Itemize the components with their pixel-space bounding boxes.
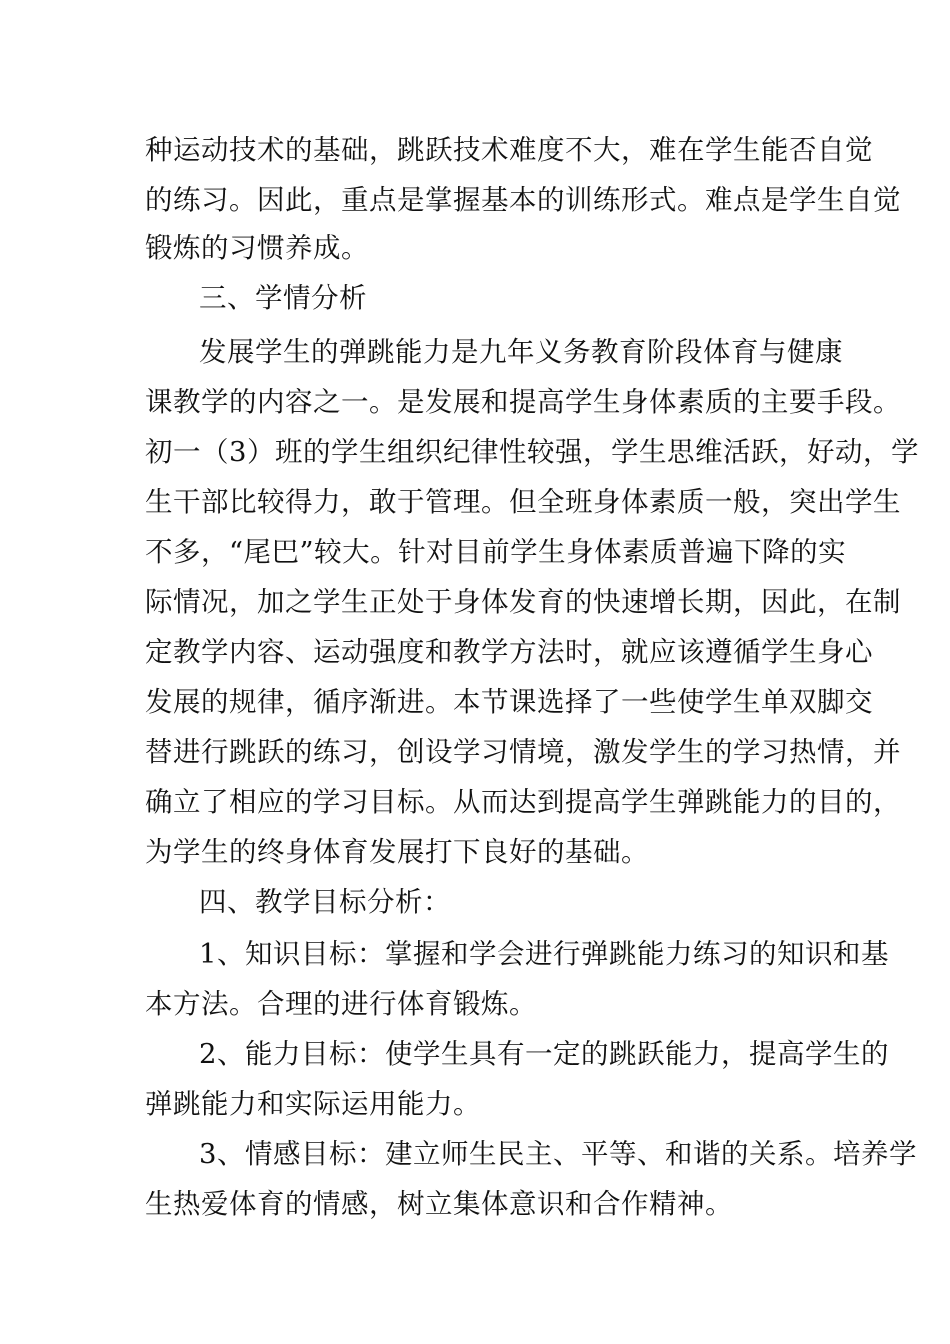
body-text-line: 为学生的终身体育发展打下良好的基础。: [145, 836, 649, 868]
body-text-line: 定教学内容、运动强度和教学方法时，就应该遵循学生身心: [145, 636, 873, 668]
body-text-line: 锻炼的习惯养成。: [145, 232, 369, 264]
body-text-line: 本方法。合理的进行体育锻炼。: [145, 988, 537, 1020]
section-heading: 三、学情分析: [199, 282, 367, 314]
body-text-line: 弹跳能力和实际运用能力。: [145, 1088, 481, 1120]
body-text-line: 种运动技术的基础，跳跃技术难度不大，难在学生能否自觉: [145, 134, 873, 166]
body-text-line: 发展的规律，循序渐进。本节课选择了一些使学生单双脚交: [145, 686, 873, 718]
body-text-line: 确立了相应的学习目标。从而达到提高学生弹跳能力的目的，: [145, 786, 901, 818]
section-heading: 四、教学目标分析：: [199, 886, 451, 918]
body-text-line: 际情况，加之学生正处于身体发育的快速增长期，因此，在制: [145, 586, 901, 618]
body-text-line: 生热爱体育的情感，树立集体意识和合作精神。: [145, 1188, 733, 1220]
body-text-line: 初一（3）班的学生组织纪律性较强，学生思维活跃，好动，学: [145, 436, 919, 468]
body-text-line: 的练习。因此，重点是掌握基本的训练形式。难点是学生自觉: [145, 184, 901, 216]
body-text-line: 不多，“尾巴”较大。针对目前学生身体素质普遍下降的实: [145, 536, 847, 568]
body-text-line: 替进行跳跃的练习，创设学习情境，激发学生的学习热情，并: [145, 736, 901, 768]
body-text-line: 2、能力目标：使学生具有一定的跳跃能力，提高学生的: [199, 1038, 889, 1070]
body-text-line: 发展学生的弹跳能力是九年义务教育阶段体育与健康: [199, 336, 843, 368]
body-text-line: 生干部比较得力，敢于管理。但全班身体素质一般，突出学生: [145, 486, 901, 518]
body-text-line: 课教学的内容之一。是发展和提高学生身体素质的主要手段。: [145, 386, 901, 418]
body-text-line: 3、情感目标：建立师生民主、平等、和谐的关系。培养学: [199, 1138, 917, 1170]
body-text-line: 1、知识目标：掌握和学会进行弹跳能力练习的知识和基: [199, 938, 889, 970]
